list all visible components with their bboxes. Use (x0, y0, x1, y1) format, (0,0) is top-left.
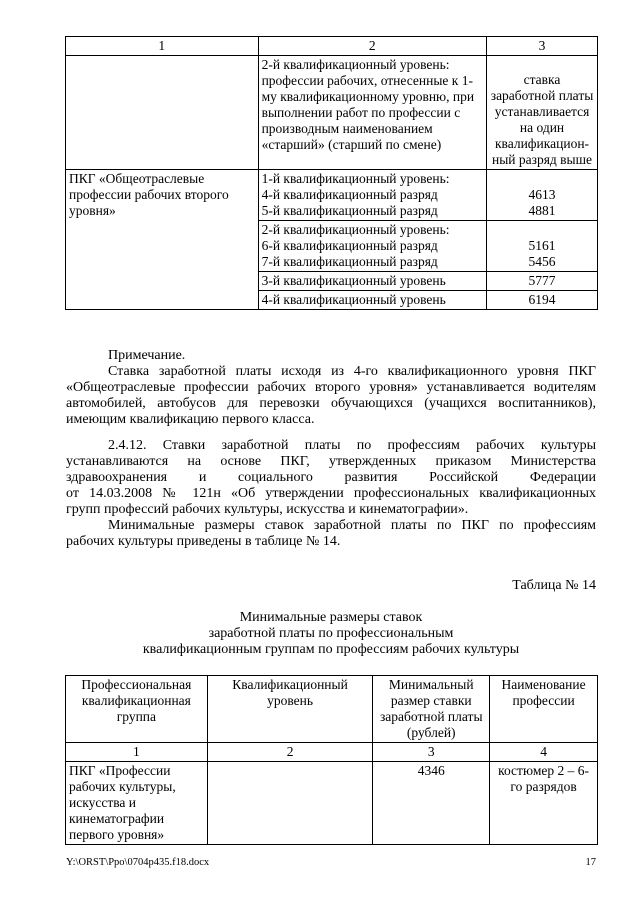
column-number: 1 (66, 743, 208, 762)
empty-cell (66, 56, 259, 170)
footer-page-number: 17 (585, 857, 596, 868)
footer-file-path: Y:\ORST\Ppo\0704p435.f18.docx (66, 857, 210, 868)
grade-label: 5-й квалификационный разряд (261, 203, 438, 218)
note-line: имеющим квалификацию первого класса. (66, 412, 315, 427)
column-header: Минимальный размер ставки заработной платы (рублей) (373, 676, 490, 743)
group-cell: ПКГ «Профессии рабочих культуры, искусства и кинематографии первого уровня» (66, 762, 208, 845)
title-line: Минимальные размеры ставок (239, 610, 423, 625)
rate-value: 5456 (528, 254, 556, 269)
section-line: 2.4.12. Ставки заработной платы по профессиям рабочих культуры (108, 438, 596, 453)
section-line: Минимальные размеры ставок заработной платы по ПКГ по профессиям (108, 518, 596, 533)
note-block (66, 348, 596, 428)
title-line: заработной платы по профессиональным (208, 626, 454, 641)
senior-rate-cell: ставка заработной платы устанавливается на один квалификацион-ный разряд выше (487, 56, 598, 170)
note-title: Примечание. (108, 348, 186, 363)
section-line: рабочих культуры приведены в таблице № 14. (66, 534, 341, 549)
table-row (66, 762, 598, 845)
grade-label: 4-й квалификационный разряд (261, 187, 438, 202)
section-2-4-12 (66, 438, 596, 550)
column-number: 2 (207, 743, 373, 762)
table-label: Таблица № 14 (512, 578, 596, 593)
column-number: 1 (66, 37, 259, 56)
table-row (66, 170, 598, 221)
column-number: 3 (487, 37, 598, 56)
level-header: 2-й квалификационный уровень: (261, 222, 450, 237)
pkg-name-cell: ПКГ «Общеотраслевые профессии рабочих второго уровня» (66, 170, 259, 310)
rate-value: 5777 (487, 272, 598, 291)
rate-value: 4881 (528, 203, 556, 218)
table-13 (65, 36, 598, 310)
column-number: 4 (490, 743, 598, 762)
note-line: Ставка заработной платы исходя из 4-го квалификационного уровня ПКГ (108, 364, 596, 379)
level-cell: 4-й квалификационный уровень (258, 291, 486, 310)
level-cell (258, 170, 486, 221)
rate-cell (487, 170, 598, 221)
profession-cell: костюмер 2 – 6-го разрядов (490, 762, 598, 845)
table-row (66, 37, 598, 56)
table-header-row (66, 676, 598, 743)
level-cell (258, 221, 486, 272)
column-header: Наименование профессии (490, 676, 598, 743)
note-line: «Общеотраслевые профессии рабочих второго уровня» устанавливается водителям (66, 380, 596, 395)
table-row (66, 56, 598, 170)
rate-value: 4613 (528, 187, 556, 202)
column-header: Профессиональная квалификационная группа (66, 676, 208, 743)
rate-cell: 4346 (373, 762, 490, 845)
table-row (66, 743, 598, 762)
section-line: групп профессий рабочих культуры, искусства и кинематографии». (66, 502, 469, 517)
section-line: от 14.03.2008 № 121н «Об утверждении профессиональных квалификационных (66, 486, 596, 501)
level-header: 1-й квалификационный уровень: (261, 171, 450, 186)
column-number: 3 (373, 743, 490, 762)
grade-label: 7-й квалификационный разряд (261, 254, 438, 269)
senior-level-cell: 2-й квалификационный уровень: профессии рабочих, отнесенные к 1-му квалификационному уровню, при выполнении работ по профессии с производным наименованием «старший» (старший по смене) (258, 56, 486, 170)
level-cell: 3-й квалификационный уровень (258, 272, 486, 291)
column-header: Квалификационный уровень (207, 676, 373, 743)
rate-value: 5161 (528, 238, 556, 253)
note-line: автомобилей, автобусов для перевозки обучающихся (учащихся воспитанников), (66, 396, 596, 411)
section-line: устанавливаются на основе ПКГ, утвержденных приказом Министерства (66, 454, 596, 469)
column-number: 2 (258, 37, 486, 56)
grade-label: 6-й квалификационный разряд (261, 238, 438, 253)
section-line: здравоохранения и социального развития Российской Федерации (66, 470, 596, 485)
table-14 (65, 675, 598, 845)
title-line: квалификационным группам по профессиям рабочих культуры (142, 642, 520, 657)
rate-cell (487, 221, 598, 272)
rate-value: 6194 (487, 291, 598, 310)
level-cell (207, 762, 373, 845)
table-title (66, 610, 596, 658)
